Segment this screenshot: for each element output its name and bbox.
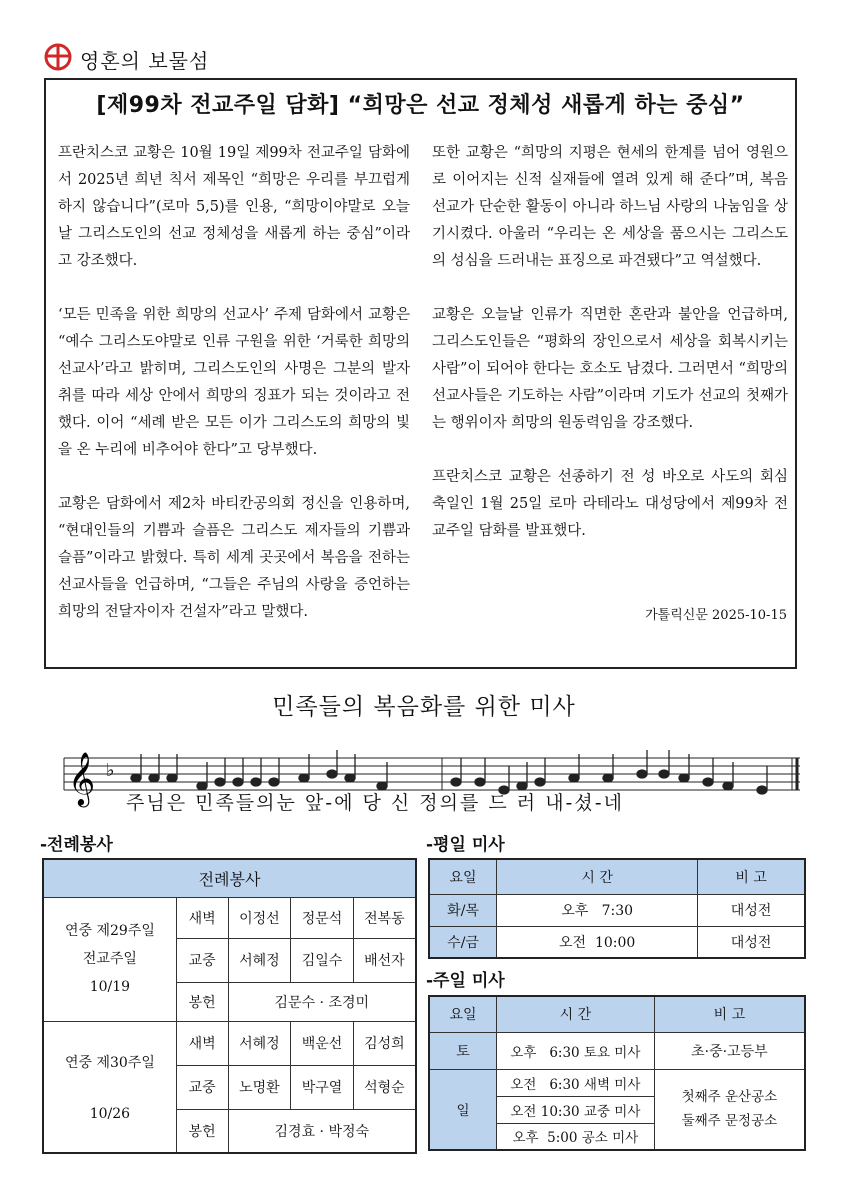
article-box bbox=[44, 78, 797, 669]
article-source: 가톨릭신문 2025-10-15 bbox=[645, 608, 787, 623]
time-cell: 오전 10:00 bbox=[497, 926, 698, 958]
music-note bbox=[659, 770, 669, 778]
occasion-cell bbox=[43, 897, 176, 1021]
music-note bbox=[215, 778, 225, 786]
name-cell: 김문수 · 조경미 bbox=[228, 982, 416, 1021]
music-note bbox=[757, 786, 767, 794]
column-header: 요일 bbox=[429, 859, 497, 894]
note-cell bbox=[654, 1069, 805, 1150]
music-note bbox=[131, 774, 141, 782]
table-row bbox=[429, 1032, 805, 1069]
article-title: [제99차 전교주일 담화] “희망은 선교 정체성 새롭게 하는 중심” bbox=[96, 93, 745, 118]
music-note bbox=[167, 774, 177, 782]
article-paragraph: ‘모든 민족을 위한 희망의 선교사’ 주제 담화에서 교황은 “예수 그리스도야말로 인류 구원을 위한 ‘거룩한 희망의 선교사’라고 밝히며, 그리스도인의 사명은 그분의 발자취를 따라 세상 안에서 희망의 징표가 되는 것이라고 전했다. 이어 “세례 받은 모든 이가 그리스도의 희망의 빛을 온 누리에 비추어야 한다”고 당부했다. bbox=[58, 307, 410, 458]
name-cell: 서혜정 bbox=[228, 1021, 291, 1065]
svg-text:𝄞: 𝄞 bbox=[68, 751, 96, 805]
time-cell: 오후 6:30 토요 미사 bbox=[497, 1032, 655, 1069]
music-note bbox=[345, 774, 355, 782]
occasion-name: 연중 제29주일 bbox=[64, 923, 155, 939]
name-cell: 석형순 bbox=[353, 1065, 416, 1109]
role-cell: 봉헌 bbox=[176, 1109, 228, 1153]
time-cell: 오후 5:00 공소 미사 bbox=[497, 1123, 655, 1150]
music-note bbox=[149, 774, 159, 782]
role-cell: 새벽 bbox=[176, 897, 228, 938]
sunday-mass-table bbox=[428, 995, 806, 1151]
hymn-score bbox=[44, 688, 804, 818]
time-cell: 오후 7:30 bbox=[497, 894, 698, 926]
name-cell: 김성희 bbox=[353, 1021, 416, 1065]
day-cell: 수/금 bbox=[429, 926, 497, 958]
article-right-column bbox=[432, 140, 788, 572]
article-paragraph: 교황은 담화에서 제2차 바티칸공의회 정신을 인용하며, “현대인들의 기쁨과 슬픔은 그리스도 제자들의 기쁨과 슬픔”이라고 밝혔다. 특히 세계 곳곳에서 복음을 전하는 선교사들을 언급하며, “그들은 주님의 사랑을 증언하는 희망의 전달자이자 건설자”라고 말했다. bbox=[58, 496, 410, 620]
column-header: 시 간 bbox=[497, 996, 655, 1032]
music-note bbox=[299, 774, 309, 782]
page-header bbox=[44, 44, 209, 74]
cross-logo-icon bbox=[44, 43, 72, 75]
note-line: 첫째주 운산공소 bbox=[681, 1089, 778, 1106]
table-row bbox=[429, 1069, 805, 1096]
name-cell: 전복동 bbox=[353, 897, 416, 938]
role-cell: 교중 bbox=[176, 1065, 228, 1109]
column-header: 시 간 bbox=[497, 859, 698, 894]
occasion-date: 10/19 bbox=[89, 979, 131, 995]
svg-text:♭: ♭ bbox=[106, 760, 115, 781]
name-cell: 정문석 bbox=[291, 897, 354, 938]
table-row bbox=[429, 894, 805, 926]
liturgy-table bbox=[42, 858, 417, 1154]
name-cell: 김경효 · 박정숙 bbox=[228, 1109, 416, 1153]
weekday-mass-table bbox=[428, 858, 806, 959]
name-cell: 서혜정 bbox=[228, 938, 291, 982]
time-cell: 오전 10:30 교중 미사 bbox=[497, 1096, 655, 1123]
column-header: 비 고 bbox=[698, 859, 805, 894]
occasion-cell bbox=[43, 1021, 176, 1153]
name-cell: 배선자 bbox=[353, 938, 416, 982]
table-header-row bbox=[429, 996, 805, 1032]
liturgy-section-label: -전례봉사 bbox=[40, 835, 113, 855]
name-cell: 박구열 bbox=[291, 1065, 354, 1109]
article-paragraph: 프란치스코 교황은 선종하기 전 성 바오로 사도의 회심 축일인 1월 25일 로마 라테라노 대성당에서 제99차 전교주일 담화를 발표했다. bbox=[432, 469, 788, 539]
hymn-lyrics: 주님은 민족들의눈 앞-에 당 신 정의를 드 러 내-셨-네 bbox=[126, 792, 624, 814]
day-cell: 화/목 bbox=[429, 894, 497, 926]
music-note bbox=[723, 782, 733, 790]
music-note bbox=[451, 778, 461, 786]
liturgy-table-title: 전례봉사 bbox=[43, 859, 416, 897]
music-note bbox=[637, 770, 647, 778]
note-cell: 대성전 bbox=[698, 894, 805, 926]
role-cell: 봉헌 bbox=[176, 982, 228, 1021]
name-cell: 이정선 bbox=[228, 897, 291, 938]
occasion-subname: 전교주일 bbox=[82, 951, 137, 967]
music-note bbox=[269, 778, 279, 786]
note-cell: 초·중·고등부 bbox=[654, 1032, 805, 1069]
music-note bbox=[679, 774, 689, 782]
note-cell: 대성전 bbox=[698, 926, 805, 958]
article-paragraph: 또한 교황은 “희망의 지평은 현세의 한계를 넘어 영원으로 이어지는 신적 실재들에 열려 있게 해 준다”며, 복음 선교가 단순한 활동이 아니라 하느님 사랑의 나눔임을 상기시켰다. 아울러 “우리는 온 세상을 품으시는 그리스도의 성심을 드러내는 표징으로 파견됐다”고 역설했다. bbox=[432, 145, 788, 269]
role-cell: 새벽 bbox=[176, 1021, 228, 1065]
music-note bbox=[569, 774, 579, 782]
note-line: 둘째주 문정공소 bbox=[681, 1113, 778, 1130]
name-cell: 백운선 bbox=[291, 1021, 354, 1065]
article-paragraph: 프란치스코 교황은 10월 19일 제99차 전교주일 담화에서 2025년 희년 칙서 제목인 “희망은 우리를 부끄럽게 하지 않습니다”(로마 5,5)를 인용, “희망이야말로 오늘날 그리스도인의 선교 정체성을 새롭게 하는 중심”이라고 강조했다. bbox=[58, 145, 410, 269]
column-header: 요일 bbox=[429, 996, 497, 1032]
music-note bbox=[233, 778, 243, 786]
music-note bbox=[603, 774, 613, 782]
music-note bbox=[327, 770, 337, 778]
header-title: 영혼의 보물섬 bbox=[80, 48, 210, 73]
name-cell: 노명환 bbox=[228, 1065, 291, 1109]
table-row bbox=[43, 1021, 416, 1065]
table-header-row bbox=[429, 859, 805, 894]
day-cell: 일 bbox=[429, 1069, 497, 1150]
occasion-name: 연중 제30주일 bbox=[64, 1054, 155, 1071]
music-note bbox=[703, 778, 713, 786]
music-note bbox=[475, 778, 485, 786]
name-cell: 김일수 bbox=[291, 938, 354, 982]
time-cell: 오전 6:30 새벽 미사 bbox=[497, 1069, 655, 1096]
table-row bbox=[43, 897, 416, 938]
role-cell: 교중 bbox=[176, 938, 228, 982]
article-paragraph: 교황은 오늘날 인류가 직면한 혼란과 불안을 언급하며, 그리스도인들은 “평화의 장인으로서 세상을 회복시키는 사람”이 되어야 한다는 호소도 남겼다. 그러면서 “희망의 선교사들은 기도하는 사람”이라며 기도가 선교의 첫째가는 행위이자 희망의 원동력임을 강조했다. bbox=[432, 307, 788, 431]
hymn-title: 민족들의 복음화를 위한 미사 bbox=[272, 694, 576, 720]
sunday-section-label: -주일 미사 bbox=[426, 971, 505, 991]
music-note bbox=[251, 778, 261, 786]
table-header-row bbox=[43, 859, 416, 897]
day-cell: 토 bbox=[429, 1032, 497, 1069]
occasion-date: 10/26 bbox=[89, 1105, 131, 1122]
table-row bbox=[429, 926, 805, 958]
music-note bbox=[535, 778, 545, 786]
article-left-column bbox=[58, 140, 410, 653]
column-header: 비 고 bbox=[654, 996, 805, 1032]
weekday-section-label: -평일 미사 bbox=[426, 835, 505, 855]
